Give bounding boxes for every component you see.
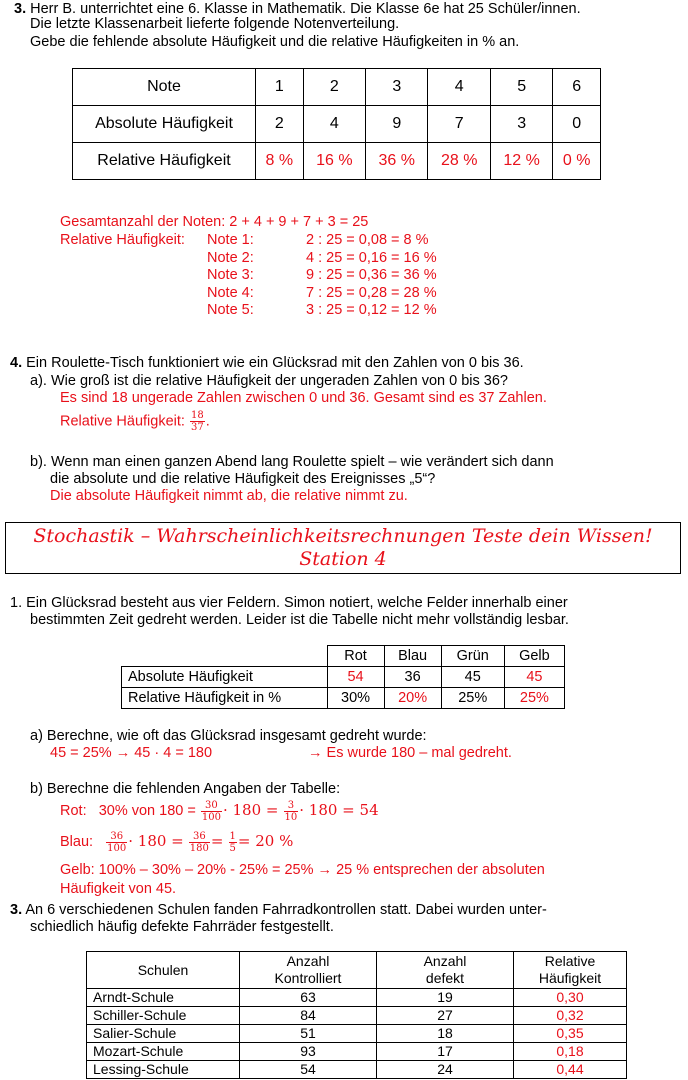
s-task1-a-question: a) Berechne, wie oft das Glücksrad insgesamt gedreht wurde: (30, 728, 427, 744)
table-cell: 17 (377, 1043, 514, 1061)
table-cell: Relative Häufigkeit (73, 143, 256, 180)
table-cell: 5 (490, 69, 552, 106)
gelb-calculation2: Häufigkeit von 45. (60, 881, 177, 897)
fraction: $\frac{36}{100}$ (107, 830, 127, 854)
table-cell: 36 (384, 667, 441, 688)
table-row (73, 106, 601, 143)
table-cell: 4 (428, 69, 490, 106)
solution-calc: 3 : 25 = 0,12 = 12 % (306, 302, 437, 318)
table-cell: Schiller-Schule (87, 1007, 240, 1025)
table-cell: Anzahl Kontrolliert (240, 952, 377, 989)
table-cell: 84 (240, 1007, 377, 1025)
table-cell: 54 (240, 1061, 377, 1079)
task3-line2: Die letzte Klassenarbeit lieferte folgende Notenverteilung. (30, 16, 400, 32)
table-row (87, 1025, 627, 1043)
solution-note: Note 4: (207, 285, 254, 301)
table-cell: 0,18 (514, 1043, 627, 1061)
table-cell: 16 % (303, 143, 365, 180)
table-cell: Relative Häufigkeit in % (122, 688, 328, 709)
task4-a-answer1: Es sind 18 ungerade Zahlen zwischen 0 und 36. Gesamt sind es 37 Zahlen. (60, 390, 547, 406)
table-cell: Anzahl defekt (377, 952, 514, 989)
fraction: $\frac{30}{100}$ (201, 799, 221, 823)
table-row (87, 989, 627, 1007)
table-row (122, 667, 565, 688)
solution-note: Note 3: (207, 267, 254, 283)
table-cell: Rot (327, 646, 384, 667)
task4-a-question: a). Wie groß ist die relative Häufigkeit der ungeraden Zahlen von 0 bis 36? (30, 373, 508, 389)
task4-b-question2: die absolute und die relative Häufigkeit des Ereignisses „5“? (50, 471, 436, 487)
task4-b-answer: Die absolute Häufigkeit nimmt ab, die relative nimmt zu. (50, 488, 408, 504)
solution-calc: 2 : 25 = 0,08 = 8 % (306, 232, 429, 248)
station-title-box (5, 522, 681, 574)
table-cell: 18 (377, 1025, 514, 1043)
table-cell: 4 (303, 106, 365, 143)
table-row (122, 688, 565, 709)
table-cell: 3 (366, 69, 428, 106)
solution-calc: 9 : 25 = 0,36 = 36 % (306, 267, 437, 283)
solution-total: Gesamtanzahl der Noten: 2 + 4 + 9 + 7 + 3 = 25 (60, 214, 369, 230)
table-cell: 3 (490, 106, 552, 143)
school-table (86, 951, 627, 1079)
table-cell: Note (73, 69, 256, 106)
table-row (73, 69, 601, 106)
table-cell: 24 (377, 1061, 514, 1079)
s-task1-a-answer: 45 = 25% → 45 · 4 = 180 (50, 745, 213, 761)
task4-a-answer2: Relative Häufigkeit: $\frac{18}{37}$ . (60, 410, 210, 433)
s-task1-intro2: bestimmten Zeit gedreht werden. Leider ist die Tabelle nicht mehr vollständig lesbar. (30, 612, 569, 628)
table-cell: 0 % (553, 143, 601, 180)
wheel-table (121, 645, 565, 709)
table-cell: 45 (504, 667, 564, 688)
table-cell: 36 % (366, 143, 428, 180)
task3-line1: 3. Herr B. unterrichtet eine 6. Klasse in Mathematik. Die Klasse 6e hat 25 Schüler/innen. (14, 1, 581, 17)
fraction: $\frac{18}{37}$ (190, 410, 204, 433)
table-cell: Absolute Häufigkeit (122, 667, 328, 688)
task4-intro: 4. Ein Roulette-Tisch funktioniert wie ein Glücksrad mit den Zahlen von 0 bis 36. (10, 355, 524, 371)
table-cell: Mozart-Schule (87, 1043, 240, 1061)
solution-rel-label: Relative Häufigkeit: (60, 232, 185, 248)
table-cell: Grün (441, 646, 504, 667)
table-cell: 0,32 (514, 1007, 627, 1025)
table-cell: 25% (441, 688, 504, 709)
solution-note: Note 5: (207, 302, 254, 318)
table-cell: 12 % (490, 143, 552, 180)
table-cell: Schulen (87, 952, 240, 989)
table-cell: 0 (553, 106, 601, 143)
table-cell: Absolute Häufigkeit (73, 106, 256, 143)
table-row (73, 143, 601, 180)
table-row (87, 1043, 627, 1061)
table-cell: 0,30 (514, 989, 627, 1007)
s-task1-intro1: 1. Ein Glücksrad besteht aus vier Feldern. Simon notiert, welche Felder innerhalb einer (10, 595, 568, 611)
table-cell: 27 (377, 1007, 514, 1025)
table-cell: 7 (428, 106, 490, 143)
table-cell: Gelb (504, 646, 564, 667)
solution-calc: 4 : 25 = 0,16 = 16 % (306, 250, 437, 266)
table-row (122, 646, 565, 667)
table-cell: 2 (303, 69, 365, 106)
gelb-calculation1: Gelb: 100% – 30% – 20% - 25% = 25% → 25 % entsprechen der absoluten (60, 862, 545, 878)
table-cell: 51 (240, 1025, 377, 1043)
table-cell: 9 (366, 106, 428, 143)
station-number: Station 4 (299, 548, 387, 570)
fraction: $\frac{36}{180}$ (189, 830, 209, 854)
table-cell: 1 (256, 69, 304, 106)
s-task1-a-result: → Es wurde 180 – mal gedreht. (308, 745, 512, 761)
table-cell: 25% (504, 688, 564, 709)
solution-calc: 7 : 25 = 0,28 = 28 % (306, 285, 437, 301)
blau-calculation: Blau: $\frac{36}{100}$ · 180 = $\frac{36}{180}$ = $\frac{1}{5}$ = 20 % (60, 830, 294, 854)
table-cell: 20% (384, 688, 441, 709)
grade-table (72, 68, 601, 180)
table-cell: Lessing-Schule (87, 1061, 240, 1079)
table-cell: 2 (256, 106, 304, 143)
table-cell: 8 % (256, 143, 304, 180)
table-cell (122, 646, 328, 667)
fraction: $\frac{3}{10}$ (284, 799, 298, 823)
fraction: $\frac{1}{5}$ (229, 830, 236, 854)
table-cell: 0,44 (514, 1061, 627, 1079)
s-task1-b-question: b) Berechne die fehlenden Angaben der Tabelle: (30, 781, 341, 797)
task3-line3: Gebe die fehlende absolute Häufigkeit und die relative Häufigkeiten in % an. (30, 34, 520, 50)
station-title: Stochastik – Wahrscheinlichkeitsrechnungen Teste dein Wissen! (33, 525, 653, 547)
solution-note: Note 2: (207, 250, 254, 266)
rot-calculation: Rot: 30% von 180 = $\frac{30}{100}$ · 180 = $\frac{3}{10}$ · 180 = 54 (60, 799, 379, 823)
table-cell: 45 (441, 667, 504, 688)
table-cell: 28 % (428, 143, 490, 180)
table-cell: Blau (384, 646, 441, 667)
task4-b-question1: b). Wenn man einen ganzen Abend lang Roulette spielt – wie verändert sich dann (30, 454, 554, 470)
table-cell: 30% (327, 688, 384, 709)
table-cell: 19 (377, 989, 514, 1007)
table-cell: 93 (240, 1043, 377, 1061)
table-cell: Relative Häufigkeit (514, 952, 627, 989)
table-row (87, 1007, 627, 1025)
table-cell: 54 (327, 667, 384, 688)
s-task3-intro1: 3. An 6 verschiedenen Schulen fanden Fahrradkontrollen statt. Dabei wurden unter- (10, 902, 547, 918)
table-cell: 63 (240, 989, 377, 1007)
table-cell: Arndt-Schule (87, 989, 240, 1007)
table-cell: 0,35 (514, 1025, 627, 1043)
table-row (87, 952, 627, 989)
solution-note: Note 1: (207, 232, 254, 248)
table-cell: 6 (553, 69, 601, 106)
table-cell: Salier-Schule (87, 1025, 240, 1043)
table-row (87, 1061, 627, 1079)
s-task3-intro2: schiedlich häufig defekte Fahrräder festgestellt. (30, 919, 334, 935)
